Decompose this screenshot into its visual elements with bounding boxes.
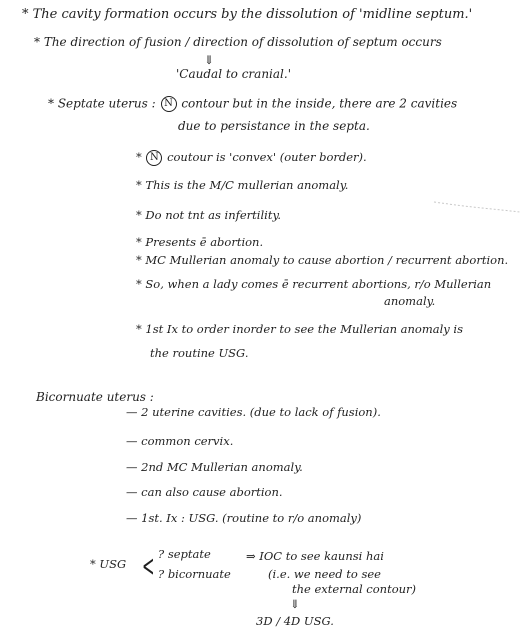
note-line-1: * The cavity formation occurs by the dissolution of 'midline septum.'	[22, 7, 473, 22]
note-line-first-ix: * 1st Ix to order inorder to see the Mullerian anomaly is	[136, 322, 464, 336]
brace-icon: <	[142, 549, 155, 584]
note-line-second-mc: — 2nd MC Mullerian anomaly.	[126, 460, 303, 474]
septate-uterus-text: contour but in the inside, there are 2 cavities	[181, 96, 458, 111]
note-line-abortion: * Presents ē abortion.	[136, 235, 264, 249]
circled-n-icon: N	[161, 96, 177, 112]
note-arrow-down-2: ⇓	[290, 597, 300, 611]
note-line-two-cavities: — 2 uterine cavities. (due to lack of fusion).	[126, 405, 381, 419]
note-line-mc-anomaly: * This is the M/C mullerian anomaly.	[136, 178, 349, 192]
note-line-contour	[136, 150, 367, 166]
note-line-caudal-cranial: 'Caudal to cranial.'	[176, 67, 291, 81]
note-line-external-contour: the external contour)	[292, 582, 417, 596]
circled-n-icon: N	[146, 150, 162, 166]
bicornuate-heading: Bicornuate uterus :	[36, 390, 154, 404]
contour-text: coutour is 'convex' (outer border).	[167, 150, 367, 164]
option-septate: ? septate	[158, 547, 211, 561]
margin-scribble-icon	[432, 198, 522, 216]
note-line-anomaly: anomaly.	[384, 294, 436, 308]
septate-uterus-line	[48, 96, 457, 112]
note-line-infertility: * Do not tnt as infertility.	[136, 208, 282, 222]
usg-label: * USG	[90, 557, 127, 571]
note-line-ioc: ⇒ IOC to see kaunsi hai	[246, 549, 384, 563]
bullet-mark: *	[136, 150, 142, 164]
note-line-routine-usg: the routine USG.	[150, 346, 249, 360]
note-line-need-to-see: (i.e. we need to see	[268, 567, 381, 581]
note-arrow-down: ⇓	[204, 53, 215, 67]
note-line-3d-4d-usg: 3D / 4D USG.	[256, 614, 334, 628]
option-bicornuate: ? bicornuate	[158, 567, 231, 581]
note-line-lady: * So, when a lady comes ē recurrent abortions, r/o Mullerian	[136, 277, 492, 291]
note-line-persistance: due to persistance in the septa.	[178, 119, 370, 133]
note-line-2: * The direction of fusion / direction of dissolution of septum occurs	[34, 35, 442, 49]
septate-uterus-heading: * Septate uterus :	[48, 96, 156, 111]
note-line-recurrent-abortion: * MC Mullerian anomaly to cause abortion / recurrent abortion.	[136, 253, 509, 267]
note-line-first-ix-usg: — 1st. Ix : USG. (routine to r/o anomaly)	[126, 511, 362, 525]
note-line-common-cervix: — common cervix.	[126, 434, 234, 448]
note-line-cause-abortion: — can also cause abortion.	[126, 485, 283, 499]
